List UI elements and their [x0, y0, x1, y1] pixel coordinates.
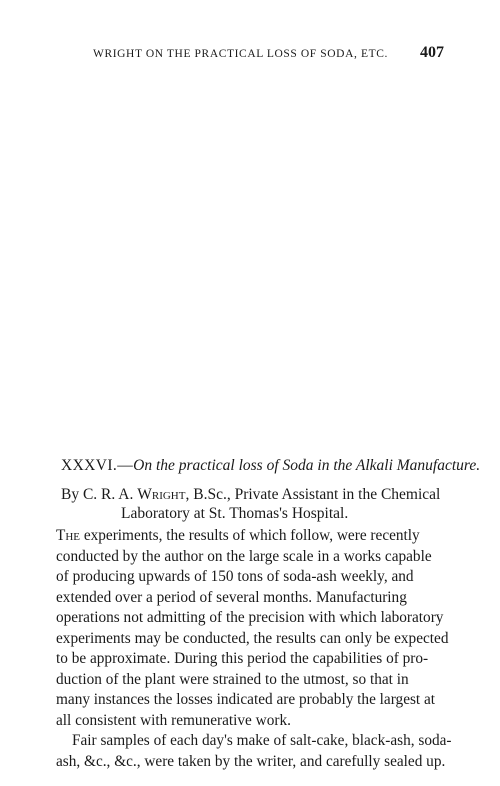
- body-line: to be approximate. During this period the capabilities of pro-: [56, 650, 429, 667]
- body-line: duction of the plant were strained to the utmost, so that in: [56, 670, 409, 688]
- article-number: XXXVI.—: [61, 457, 134, 474]
- body-line: many instances the losses indicated are probably the largest at: [56, 691, 436, 708]
- drop-word: The: [56, 527, 81, 544]
- article-title-text: On the practical loss of Soda in the Alkali Manufacture.: [133, 457, 481, 474]
- author-surname: Wright: [137, 486, 186, 503]
- body-line: of producing upwards of 150 tons of soda-ash weekly, and: [56, 568, 414, 585]
- byline-line-2: Laboratory at St. Thomas's Hospital.: [121, 505, 349, 522]
- byline-rest: , B.Sc., Private Assistant in the Chemical: [185, 486, 441, 503]
- body-line: conducted by the author on the large scale in a works capable: [56, 547, 432, 565]
- body-line: extended over a period of several months. Manufacturing: [56, 588, 407, 606]
- running-head: [93, 44, 444, 66]
- running-title: WRIGHT ON THE PRACTICAL LOSS OF SODA, ETC.: [93, 48, 388, 60]
- body-line: all consistent with remunerative work.: [56, 711, 291, 729]
- byline-by: By C. R. A.: [61, 486, 138, 503]
- article-title: [61, 457, 481, 475]
- body-line: experiments may be conducted, the results can only be expected: [56, 629, 449, 647]
- body-line: The experiments, the results of which follow, were recently: [56, 527, 420, 544]
- body-line: Fair samples of each day's make of salt-cake, black-ash, soda-: [72, 732, 452, 749]
- byline-line-1: [61, 485, 453, 504]
- byline: [61, 485, 453, 523]
- body-text: [56, 526, 452, 772]
- page-number: 407: [420, 44, 444, 61]
- body-line: operations not admitting of the precision with which laboratory: [56, 609, 444, 626]
- body-line: ash, &c., &c., were taken by the writer, and carefully sealed up.: [56, 752, 446, 770]
